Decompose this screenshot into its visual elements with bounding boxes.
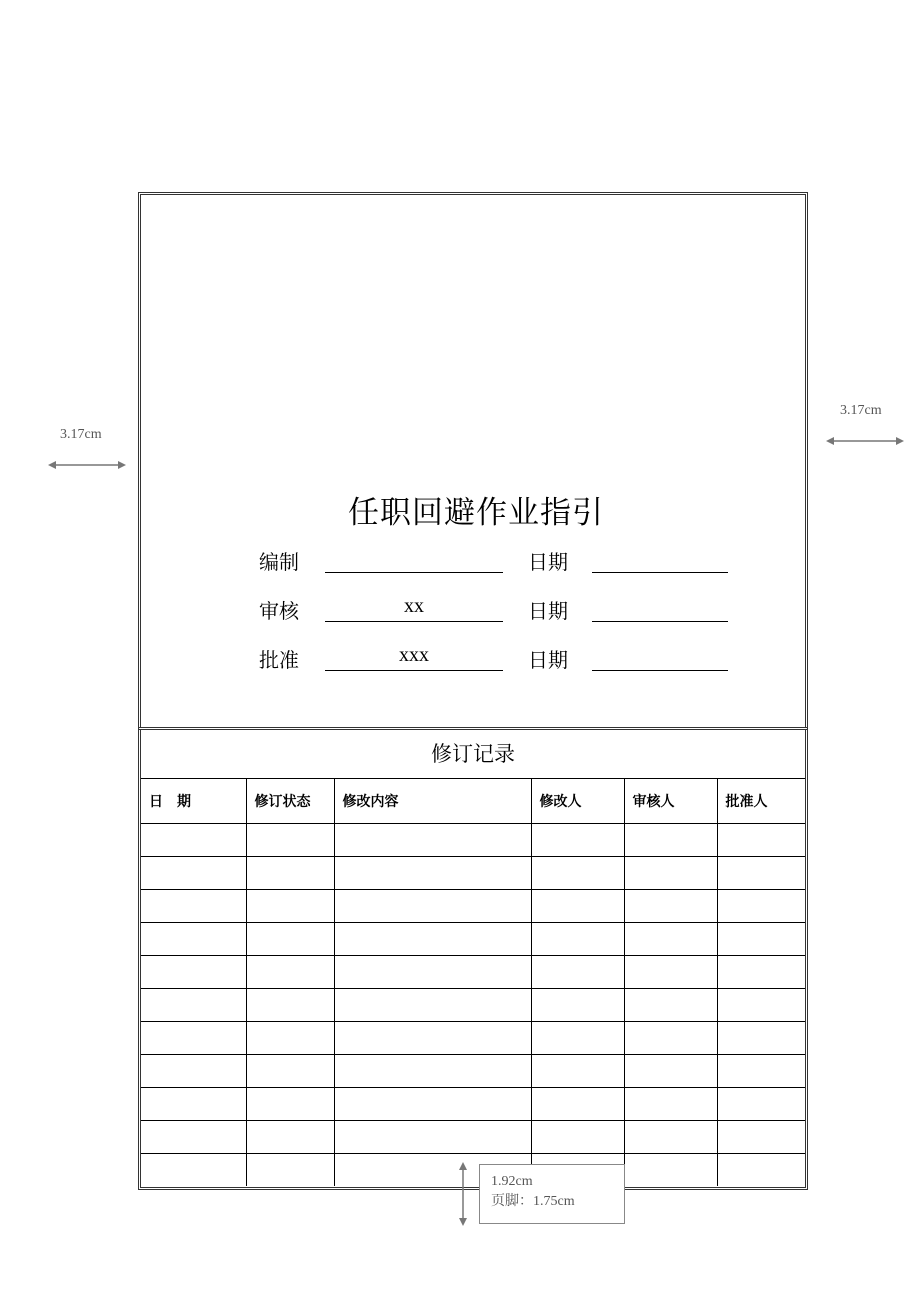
table-row	[141, 1021, 805, 1054]
footer-margin-arrow-icon	[455, 1162, 471, 1226]
col-header-modifier: 修改人	[531, 779, 624, 823]
table-cell[interactable]	[334, 889, 531, 922]
table-cell[interactable]	[717, 856, 805, 889]
table-cell[interactable]	[717, 955, 805, 988]
table-row	[141, 955, 805, 988]
table-cell[interactable]	[624, 1087, 717, 1120]
signature-row-review	[141, 589, 811, 629]
table-cell[interactable]	[624, 955, 717, 988]
table-cell[interactable]	[334, 1054, 531, 1087]
table-cell[interactable]	[141, 922, 246, 955]
table-cell[interactable]	[246, 856, 334, 889]
table-cell[interactable]	[624, 856, 717, 889]
sig-value-field[interactable]	[325, 542, 503, 573]
table-cell[interactable]	[717, 1087, 805, 1120]
col-header-content: 修改内容	[334, 779, 531, 823]
table-cell[interactable]	[717, 823, 805, 856]
table-cell[interactable]	[141, 1153, 246, 1186]
sig-date-label: 日期	[528, 550, 568, 574]
signature-row-compile	[141, 540, 811, 580]
table-cell[interactable]	[531, 1087, 624, 1120]
table-row	[141, 988, 805, 1021]
table-cell[interactable]	[246, 955, 334, 988]
table-cell[interactable]	[624, 1054, 717, 1087]
table-cell[interactable]	[531, 922, 624, 955]
revision-record-section	[138, 727, 808, 1190]
table-cell[interactable]	[531, 889, 624, 922]
revision-header-row	[141, 779, 805, 823]
cover-section	[138, 192, 808, 730]
sig-role-label: 批准	[259, 648, 299, 672]
table-row	[141, 1054, 805, 1087]
col-header-status: 修订状态	[246, 779, 334, 823]
table-cell[interactable]	[246, 1021, 334, 1054]
table-cell[interactable]	[717, 889, 805, 922]
left-margin-arrow-icon	[48, 457, 126, 473]
table-cell[interactable]	[334, 922, 531, 955]
table-row	[141, 1087, 805, 1120]
left-margin-label: 3.17cm	[60, 427, 102, 442]
revision-table	[141, 779, 805, 1186]
table-cell[interactable]	[717, 922, 805, 955]
table-cell[interactable]	[334, 1120, 531, 1153]
right-margin-arrow-icon	[826, 433, 904, 449]
table-cell[interactable]	[624, 823, 717, 856]
table-cell[interactable]	[334, 1087, 531, 1120]
table-row	[141, 889, 805, 922]
sig-role-label: 编制	[259, 550, 299, 574]
col-header-reviewer: 审核人	[624, 779, 717, 823]
table-cell[interactable]	[246, 922, 334, 955]
col-header-approver: 批准人	[717, 779, 805, 823]
footer-margin-note	[479, 1164, 625, 1224]
table-cell[interactable]	[717, 1021, 805, 1054]
revision-title: 修订记录	[141, 730, 805, 779]
sig-date-field[interactable]	[592, 591, 728, 622]
table-row	[141, 823, 805, 856]
table-cell[interactable]	[141, 955, 246, 988]
table-cell[interactable]	[246, 1153, 334, 1186]
table-cell[interactable]	[246, 823, 334, 856]
sig-date-label: 日期	[528, 599, 568, 623]
table-cell[interactable]	[531, 1120, 624, 1153]
table-cell[interactable]	[141, 823, 246, 856]
table-row	[141, 1153, 805, 1186]
table-cell[interactable]	[624, 1153, 717, 1186]
table-cell[interactable]	[141, 889, 246, 922]
table-cell[interactable]	[531, 823, 624, 856]
table-cell[interactable]	[141, 988, 246, 1021]
table-cell[interactable]	[246, 889, 334, 922]
table-cell[interactable]	[717, 1153, 805, 1186]
table-cell[interactable]	[717, 1054, 805, 1087]
table-cell[interactable]	[531, 856, 624, 889]
table-cell[interactable]	[531, 1021, 624, 1054]
table-cell[interactable]	[717, 1120, 805, 1153]
sig-value-field[interactable]: xx	[325, 591, 503, 622]
sig-value-field[interactable]: xxx	[325, 640, 503, 671]
table-row	[141, 922, 805, 955]
table-cell[interactable]	[334, 955, 531, 988]
signature-row-approve	[141, 638, 811, 678]
table-cell[interactable]	[624, 922, 717, 955]
table-cell[interactable]	[141, 1054, 246, 1087]
table-cell[interactable]	[141, 1021, 246, 1054]
table-cell[interactable]	[334, 1021, 531, 1054]
table-cell[interactable]	[246, 1120, 334, 1153]
table-row	[141, 1120, 805, 1153]
table-cell[interactable]	[334, 856, 531, 889]
table-cell[interactable]	[624, 1021, 717, 1054]
footer-margin-label: 1.92cm	[491, 1174, 533, 1189]
table-cell[interactable]	[246, 988, 334, 1021]
col-header-date: 日 期	[141, 779, 246, 823]
table-cell[interactable]	[141, 1120, 246, 1153]
footer-distance-label: 页脚：1.75cm	[491, 1194, 575, 1209]
table-cell[interactable]	[531, 1054, 624, 1087]
sig-role-label: 审核	[259, 599, 299, 623]
right-margin-label: 3.17cm	[840, 403, 882, 418]
sig-date-label: 日期	[528, 648, 568, 672]
table-cell[interactable]	[624, 988, 717, 1021]
table-cell[interactable]	[334, 823, 531, 856]
table-cell[interactable]	[141, 856, 246, 889]
table-cell[interactable]	[717, 988, 805, 1021]
document-frame	[138, 192, 808, 1190]
table-cell[interactable]	[246, 1054, 334, 1087]
table-cell[interactable]	[531, 988, 624, 1021]
table-cell[interactable]	[531, 955, 624, 988]
table-cell[interactable]	[141, 1087, 246, 1120]
table-cell[interactable]	[624, 1120, 717, 1153]
table-cell[interactable]	[334, 988, 531, 1021]
sig-date-field[interactable]	[592, 542, 728, 573]
sig-date-field[interactable]	[592, 640, 728, 671]
document-title: 任职回避作业指引	[348, 495, 604, 531]
table-row	[141, 856, 805, 889]
table-cell[interactable]	[246, 1087, 334, 1120]
table-cell[interactable]	[624, 889, 717, 922]
